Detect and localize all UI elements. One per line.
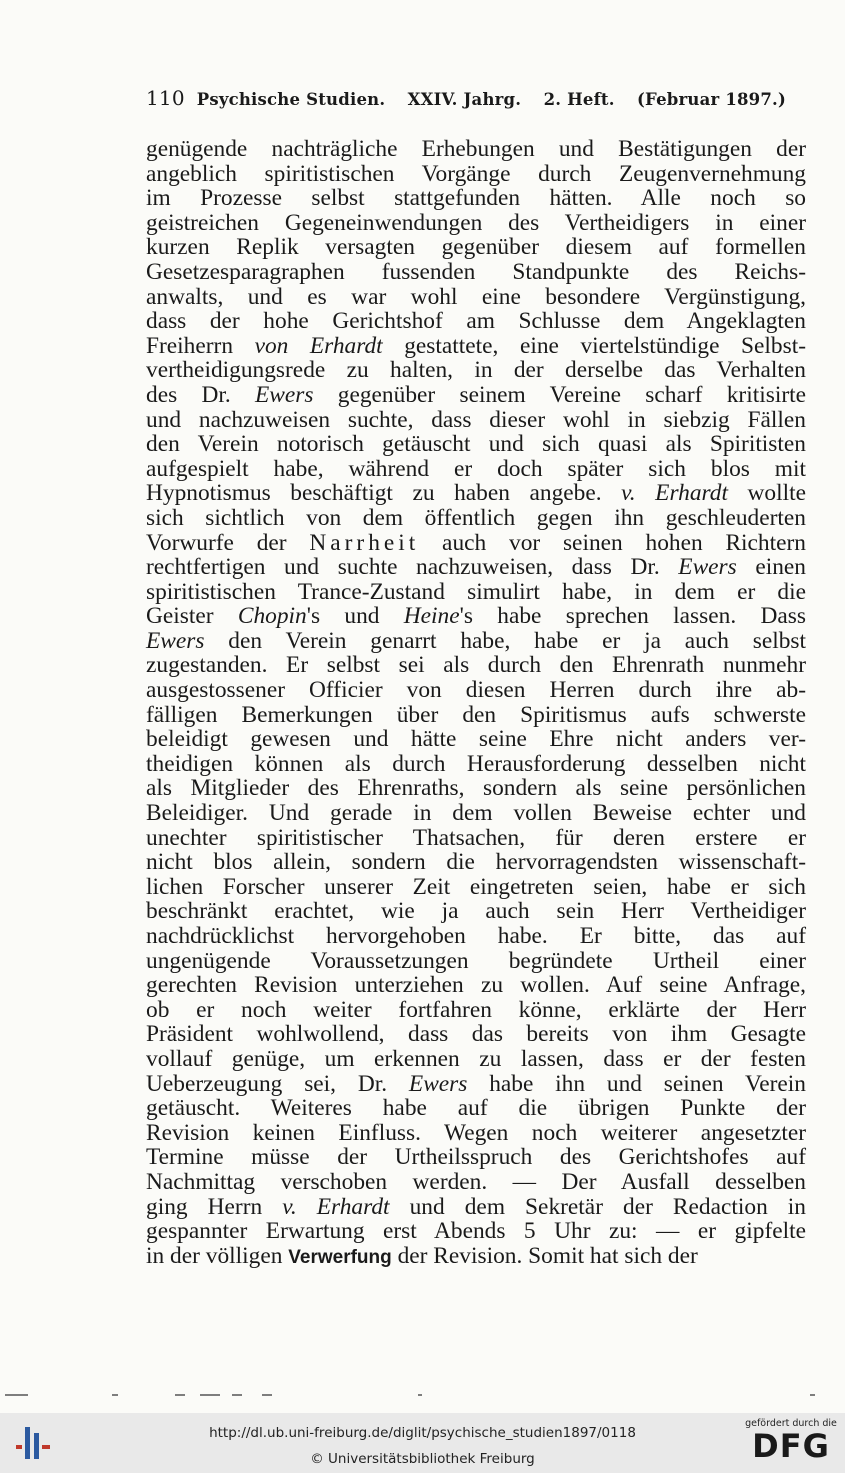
text-line: getäuscht. Weiteres habe auf die übrigen Punkte der — [146, 1095, 806, 1122]
text-line: sich sichtlich von dem öffentlich gegen ihn geschleuderten — [146, 504, 806, 531]
italic-name: Ewers — [408, 1070, 468, 1097]
text-line: rechtfertigen und suchte nachzuweisen, dass Dr. Ewers einen — [146, 554, 806, 581]
spaced-emphasis: Narrheit — [309, 529, 420, 556]
text-line: Gesetzesparagraphen fussenden Standpunkte des Reichs- — [146, 258, 806, 285]
text-line: anwalts, und es war wohl eine besondere Vergünstigung, — [146, 283, 806, 310]
page-number: 110 — [146, 86, 185, 110]
text-line: fälligen Bemerkungen über den Spiritismus aufs schwerste — [146, 701, 806, 728]
text-line: Präsident wohlwollend, dass das bereits von ihm Gesagte — [146, 1021, 806, 1048]
text-line: des Dr. Ewers gegenüber seinem Vereine scharf kritisirte — [146, 381, 806, 408]
text-line: vertheidigungsrede zu halten, in der derselbe das Verhalten — [146, 357, 806, 384]
page-number-group — [146, 86, 385, 110]
journal-title: Psychische Studien. — [196, 90, 386, 109]
italic-name: Chopin — [237, 603, 307, 630]
italic-name: v. Erhardt — [282, 1193, 390, 1220]
text-line: aufgespielt habe, während er doch später sich blos mit — [146, 455, 806, 482]
italic-name: Ewers — [146, 627, 205, 654]
running-header — [146, 86, 786, 110]
scan-artifacts — [0, 1389, 845, 1399]
italic-name: v. Erhardt — [621, 480, 728, 507]
text-line: Revision keinen Einfluss. Wegen noch weiterer angesetzter — [146, 1119, 806, 1146]
text-line: dass der hohe Gerichtshof am Schlusse dem Angeklagten — [146, 308, 806, 335]
text-line: gerechten Revision unterziehen zu wollen. Auf seine Anfrage, — [146, 972, 806, 999]
issue: 2. Heft. — [543, 90, 615, 109]
italic-name: Ewers — [678, 554, 737, 581]
text-line: Nachmittag verschoben werden. — Der Ausfall desselben — [146, 1168, 806, 1195]
text-line: und nachzuweisen suchte, dass dieser wohl in siebzig Fällen — [146, 406, 806, 433]
text-line: genügende nachträgliche Erhebungen und Bestätigungen der — [146, 136, 806, 162]
text-line: zugestanden. Er selbst sei als durch den Ehrenrath nunmehr — [146, 652, 806, 679]
text-line: gespannter Erwartung erst Abends 5 Uhr zu: — er gipfelte — [146, 1218, 806, 1245]
text-line: angeblich spiritistischen Vorgänge durch Zeugenvernehmung — [146, 160, 806, 187]
text-line: beleidigt gewesen und hätte seine Ehre nicht anders ver- — [146, 726, 806, 753]
text-line: Termine müsse der Urtheilsspruch des Gerichtshofes auf — [146, 1144, 806, 1171]
text-line: nachdrücklichst hervorgehoben habe. Er bitte, das auf — [146, 923, 806, 949]
text-line: den Verein notorisch getäuscht und sich quasi als Spiritisten — [146, 431, 806, 458]
text-line: unechter spiritistischer Thatsachen, für deren erstere er — [146, 824, 806, 851]
text-line: ausgestossener Officier von diesen Herren durch ihre ab- — [146, 677, 806, 704]
bold-emphasis: Verwerfung — [288, 1246, 392, 1268]
italic-name: Ewers — [255, 381, 314, 408]
text-line: kurzen Replik versagten gegenüber diesem auf formellen — [146, 234, 806, 261]
text-line: Beleidiger. Und gerade in dem vollen Beweise echter und — [146, 800, 806, 827]
text-line: geistreichen Gegeneinwendungen des Vertheidigers in einer — [146, 209, 806, 236]
dfg-caption: gefördert durch die — [745, 1418, 837, 1429]
source-url[interactable]: http://dl.ub.uni-freiburg.de/diglit/psychische_studien1897/0118 — [209, 1425, 636, 1441]
text-line: theidigen können als durch Herausforderung desselben nicht — [146, 750, 806, 777]
text-line: Ewers den Verein genarrt habe, habe er ja auch selbst — [146, 627, 806, 654]
italic-name: Heine — [403, 603, 460, 630]
copyright-notice: © Universitätsbibliothek Freiburg — [310, 1451, 535, 1467]
text-line: nicht blos allein, sondern die hervorragendsten wissenschaft- — [146, 849, 806, 876]
text-line: ob er noch weiter fortfahren könne, erklärte der Herr — [146, 996, 806, 1023]
text-line: Geister Chopin's und Heine's habe sprechen lassen. Dass — [146, 603, 806, 630]
text-line: vollauf genüge, um erkennen zu lassen, dass er der festen — [146, 1045, 806, 1072]
text-line: ging Herrn v. Erhardt und dem Sekretär der Redaction in — [146, 1193, 807, 1220]
dfg-logo — [745, 1418, 837, 1470]
text-line: Freiherrn von Erhardt gestattete, eine viertelstündige Selbst- — [146, 332, 806, 359]
body-text — [146, 137, 806, 1268]
text-line: beschränkt erachtet, wie ja auch sein Herr Vertheidiger — [146, 898, 806, 925]
dfg-logo-text: DFG — [752, 1427, 830, 1465]
text-line: im Prozesse selbst stattgefunden hätten. Alle noch so — [146, 185, 806, 212]
text-line: spiritistischen Trance-Zustand simulirt habe, in dem er die — [146, 578, 806, 605]
italic-name: von Erhardt — [254, 332, 383, 359]
text-line: lichen Forscher unserer Zeit eingetreten seien, habe er sich — [146, 873, 806, 900]
volume: XXIV. Jahrg. — [407, 90, 522, 109]
issue-date: (Februar 1897.) — [637, 90, 786, 109]
footer-bar — [0, 1413, 845, 1473]
text-line: Hypnotismus beschäftigt zu haben angebe. v. Erhardt wollte — [146, 480, 806, 507]
text-line: ungenügende Voraussetzungen begründete Urtheil einer — [146, 947, 806, 974]
text-line: Ueberzeugung sei, Dr. Ewers habe ihn und seinen Verein — [146, 1070, 806, 1097]
text-line: in der völligen Verwerfung der Revision. Somit hat sich der — [146, 1242, 698, 1269]
text-line: Vorwurfe der Narrheit auch vor seinen hohen Richtern — [146, 529, 806, 556]
text-line: als Mitglieder des Ehrenraths, sondern als seine persönlichen — [146, 775, 806, 802]
